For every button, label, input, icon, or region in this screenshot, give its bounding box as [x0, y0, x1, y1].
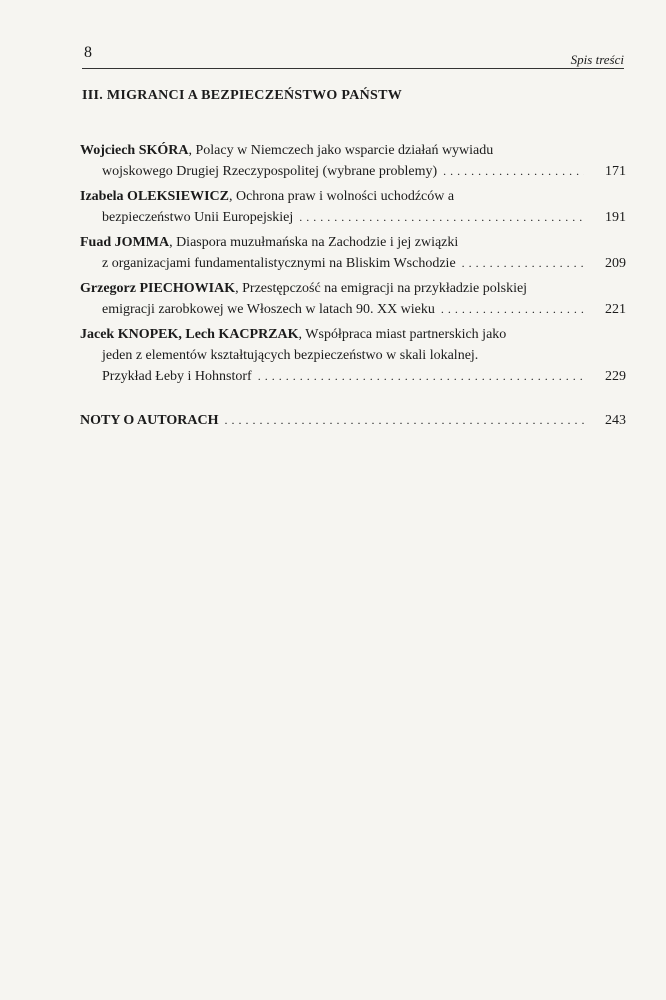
- section-title: III. MIGRANCI A BEZPIECZEŃSTWO PAŃSTW: [82, 88, 403, 103]
- entry-title-line: wojskowego Drugiej Rzeczypospolitej (wybrane problemy): [102, 164, 438, 179]
- toc-entry: [80, 324, 626, 387]
- entry-title-line: , Współpraca miast partnerskich jako: [298, 327, 507, 342]
- entry-author: Wojciech SKÓRA: [80, 143, 189, 158]
- noty-page-number: 243: [605, 413, 626, 428]
- entry-author: Jacek KNOPEK, Lech KACPRZAK: [80, 327, 299, 342]
- entry-title-line: , Ochrona praw i wolności uchodźców a: [228, 189, 455, 204]
- page-number: 8: [84, 44, 92, 61]
- dot-leader: [299, 207, 584, 228]
- header-rule: [82, 68, 624, 69]
- dot-leader: [462, 253, 584, 274]
- entry-page-number: 221: [605, 302, 626, 317]
- dot-leader: [224, 410, 584, 431]
- entry-page-number: 229: [605, 369, 626, 384]
- toc-entry: [80, 186, 626, 228]
- entry-title-line: emigracji zarobkowej we Włoszech w latach 90. XX wieku: [102, 302, 435, 317]
- dot-leader: [443, 161, 584, 182]
- toc-entry-noty: [80, 410, 626, 431]
- toc-entry: [80, 140, 626, 182]
- entry-title-line: jeden z elementów kształtujących bezpieczeństwo w skali lokalnej.: [102, 348, 479, 363]
- entry-author: Fuad JOMMA: [80, 235, 170, 250]
- entry-title-line: bezpieczeństwo Unii Europejskiej: [102, 210, 294, 225]
- entry-title-line: , Polacy w Niemczech jako wsparcie działań wywiadu: [188, 143, 494, 158]
- dot-leader: [441, 299, 584, 320]
- noty-title: NOTY O AUTORACH: [80, 413, 219, 428]
- entry-page-number: 209: [605, 256, 626, 271]
- toc-entry: [80, 278, 626, 320]
- toc-entry: [80, 232, 626, 274]
- entry-page-number: 171: [605, 164, 626, 179]
- entry-author: Izabela OLEKSIEWICZ: [80, 189, 229, 204]
- entry-title-line: z organizacjami fundamentalistycznymi na Bliskim Wschodzie: [102, 256, 456, 271]
- entry-title-line: , Diaspora muzułmańska na Zachodzie i jej związki: [169, 235, 459, 250]
- dot-leader: [258, 366, 584, 387]
- entry-title-line: Przykład Łeby i Hohnstorf: [102, 369, 252, 384]
- entry-author: Grzegorz PIECHOWIAK: [80, 281, 236, 296]
- running-head: Spis treści: [570, 52, 624, 67]
- entry-title-line: , Przestępczość na emigracji na przykładzie polskiej: [235, 281, 528, 296]
- entry-page-number: 191: [605, 210, 626, 225]
